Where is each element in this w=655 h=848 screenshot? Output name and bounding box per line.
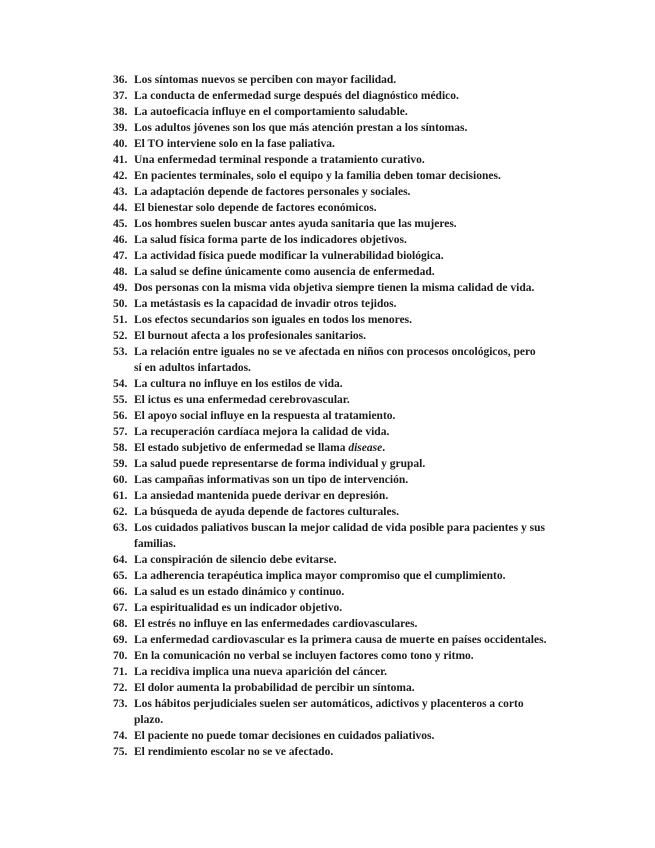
list-item-number: 45. — [113, 218, 128, 230]
list-item-text: La autoeficacia influye en el comportamiento saludable. — [134, 106, 408, 118]
list-item-number: 37. — [113, 90, 128, 102]
list-item — [113, 184, 638, 200]
list-item-number: 40. — [113, 138, 128, 150]
list-item-number: 66. — [113, 586, 128, 598]
list-item — [113, 200, 638, 216]
list-item-text: Los hombres suelen buscar antes ayuda sanitaria que las mujeres. — [134, 218, 457, 230]
list-item — [113, 488, 638, 504]
list-item-text: La conspiración de silencio debe evitarse. — [134, 554, 337, 566]
list-item-text: La recidiva implica una nueva aparición del cáncer. — [134, 666, 388, 678]
list-item-number: 57. — [113, 426, 128, 438]
list-item-text: La metástasis es la capacidad de invadir otros tejidos. — [134, 298, 397, 310]
list-item — [113, 232, 638, 248]
list-item — [113, 88, 638, 104]
list-item — [113, 152, 638, 168]
list-item — [113, 104, 638, 120]
list-item-number: 64. — [113, 554, 128, 566]
list-item-number: 50. — [113, 298, 128, 310]
list-item — [113, 312, 638, 328]
list-item — [113, 568, 638, 584]
list-item-number: 72. — [113, 682, 128, 694]
list-item-text: El apoyo social influye en la respuesta al tratamiento. — [134, 410, 396, 422]
list-item-number: 60. — [113, 474, 128, 486]
list-item-text: La actividad física puede modificar la vulnerabilidad biológica. — [134, 250, 444, 262]
list-item — [113, 616, 638, 632]
list-item-number: 48. — [113, 266, 128, 278]
list-item — [113, 728, 638, 744]
list-item-number: 73. — [113, 698, 128, 710]
list-item-text: La conducta de enfermedad surge después del diagnóstico médico. — [134, 90, 459, 102]
list-item-text: El TO interviene solo en la fase paliativa. — [134, 138, 335, 150]
list-item-text: Los cuidados paliativos buscan la mejor calidad de vida posible para pacientes y sus familias. — [134, 522, 545, 550]
list-item-number: 53. — [113, 346, 128, 358]
list-item-number: 59. — [113, 458, 128, 470]
list-item — [113, 424, 638, 440]
list-item — [113, 648, 638, 664]
list-item-number: 75. — [113, 746, 128, 758]
list-item — [113, 680, 638, 696]
list-item-text: La salud puede representarse de forma individual y grupal. — [134, 458, 426, 470]
list-item-number: 43. — [113, 186, 128, 198]
list-item-number: 62. — [113, 506, 128, 518]
list-item-text: El ictus es una enfermedad cerebrovascular. — [134, 394, 350, 406]
list-item-number: 74. — [113, 730, 128, 742]
list-item — [113, 136, 638, 152]
list-item-text: La enfermedad cardiovascular es la primera causa de muerte en países occidentales. — [134, 634, 547, 646]
list-item-text: En la comunicación no verbal se incluyen factores como tono y ritmo. — [134, 650, 474, 662]
list-item — [113, 504, 638, 520]
list-item-text: La búsqueda de ayuda depende de factores culturales. — [134, 506, 399, 518]
list-item-number: 46. — [113, 234, 128, 246]
list-item-number: 70. — [113, 650, 128, 662]
list-item-number: 69. — [113, 634, 128, 646]
list-item-text: La adherencia terapéutica implica mayor compromiso que el cumplimiento. — [134, 570, 506, 582]
list-item-text: La relación entre iguales no se ve afectada en niños con procesos oncológicos, pero sí en adultos infartados. — [134, 346, 536, 374]
list-item — [113, 328, 638, 344]
list-item-text: Dos personas con la misma vida objetiva siempre tienen la misma calidad de vida. — [134, 282, 535, 294]
list-item — [113, 632, 638, 648]
list-item — [113, 168, 638, 184]
list-item-text: El rendimiento escolar no se ve afectado. — [134, 746, 334, 758]
list-item-number: 47. — [113, 250, 128, 262]
list-item-number: 65. — [113, 570, 128, 582]
list-item-number: 63. — [113, 522, 128, 534]
list-item — [113, 472, 638, 488]
list-item — [113, 296, 638, 312]
list-item — [113, 392, 638, 408]
list-item-number: 52. — [113, 330, 128, 342]
list-item — [113, 440, 638, 456]
list-item — [113, 120, 638, 136]
list-item-text: La cultura no influye en los estilos de vida. — [134, 378, 343, 390]
list-item — [113, 408, 638, 424]
list-item-text: Los síntomas nuevos se perciben con mayor facilidad. — [134, 74, 397, 86]
list-item-text: El estado subjetivo de enfermedad se llama disease. — [134, 442, 386, 454]
list-item-text: Los efectos secundarios son iguales en todos los menores. — [134, 314, 413, 326]
list-item-text: Una enfermedad terminal responde a tratamiento curativo. — [134, 154, 425, 166]
list-item — [113, 520, 638, 552]
list-item — [113, 744, 638, 760]
list-item-number: 39. — [113, 122, 128, 134]
list-item-text: El dolor aumenta la probabilidad de percibir un síntoma. — [134, 682, 415, 694]
list-item-number: 71. — [113, 666, 128, 678]
list-item — [113, 248, 638, 264]
list-item-number: 42. — [113, 170, 128, 182]
list-item-number: 58. — [113, 442, 128, 454]
list-item — [113, 584, 638, 600]
list-item-text: En pacientes terminales, solo el equipo y la familia deben tomar decisiones. — [134, 170, 501, 182]
list-item-number: 38. — [113, 106, 128, 118]
list-item-number: 51. — [113, 314, 128, 326]
list-item-text: La ansiedad mantenida puede derivar en depresión. — [134, 490, 389, 502]
list-item — [113, 664, 638, 680]
list-item-text: La salud se define únicamente como ausencia de enfermedad. — [134, 266, 435, 278]
list-item — [113, 696, 638, 728]
list-item-text: La recuperación cardíaca mejora la calidad de vida. — [134, 426, 390, 438]
list-item-number: 61. — [113, 490, 128, 502]
list-item — [113, 280, 638, 296]
list-item-text: El bienestar solo depende de factores económicos. — [134, 202, 377, 214]
italic-term: disease — [348, 442, 383, 454]
list-item — [113, 264, 638, 280]
list-item-text: La salud física forma parte de los indicadores objetivos. — [134, 234, 407, 246]
list-item-text: La adaptación depende de factores personales y sociales. — [134, 186, 411, 198]
list-item — [113, 552, 638, 568]
list-item-text: Los hábitos perjudiciales suelen ser automáticos, adictivos y placenteros a corto plazo. — [134, 698, 524, 726]
list-item-number: 49. — [113, 282, 128, 294]
list-item-number: 54. — [113, 378, 128, 390]
list-item-number: 36. — [113, 74, 128, 86]
list-item-text: La espiritualidad es un indicador objetivo. — [134, 602, 343, 614]
list-item-number: 41. — [113, 154, 128, 166]
list-item-number: 68. — [113, 618, 128, 630]
list-item-text: Los adultos jóvenes son los que más atención prestan a los síntomas. — [134, 122, 468, 134]
list-item-number: 44. — [113, 202, 128, 214]
list-item-text: El estrés no influye en las enfermedades cardiovasculares. — [134, 618, 418, 630]
list-item — [113, 376, 638, 392]
list-item — [113, 344, 638, 376]
list-item-text: El burnout afecta a los profesionales sanitarios. — [134, 330, 367, 342]
list-item-text: La salud es un estado dinámico y continuo. — [134, 586, 345, 598]
list-item — [113, 600, 638, 616]
list-item — [113, 72, 638, 88]
list-item-text: El paciente no puede tomar decisiones en cuidados paliativos. — [134, 730, 435, 742]
list-item — [113, 456, 638, 472]
list-item-number: 67. — [113, 602, 128, 614]
list-item-number: 56. — [113, 410, 128, 422]
list-item — [113, 216, 638, 232]
list-item-number: 55. — [113, 394, 128, 406]
list-item-text: Las campañas informativas son un tipo de intervención. — [134, 474, 409, 486]
statement-list — [113, 72, 638, 760]
